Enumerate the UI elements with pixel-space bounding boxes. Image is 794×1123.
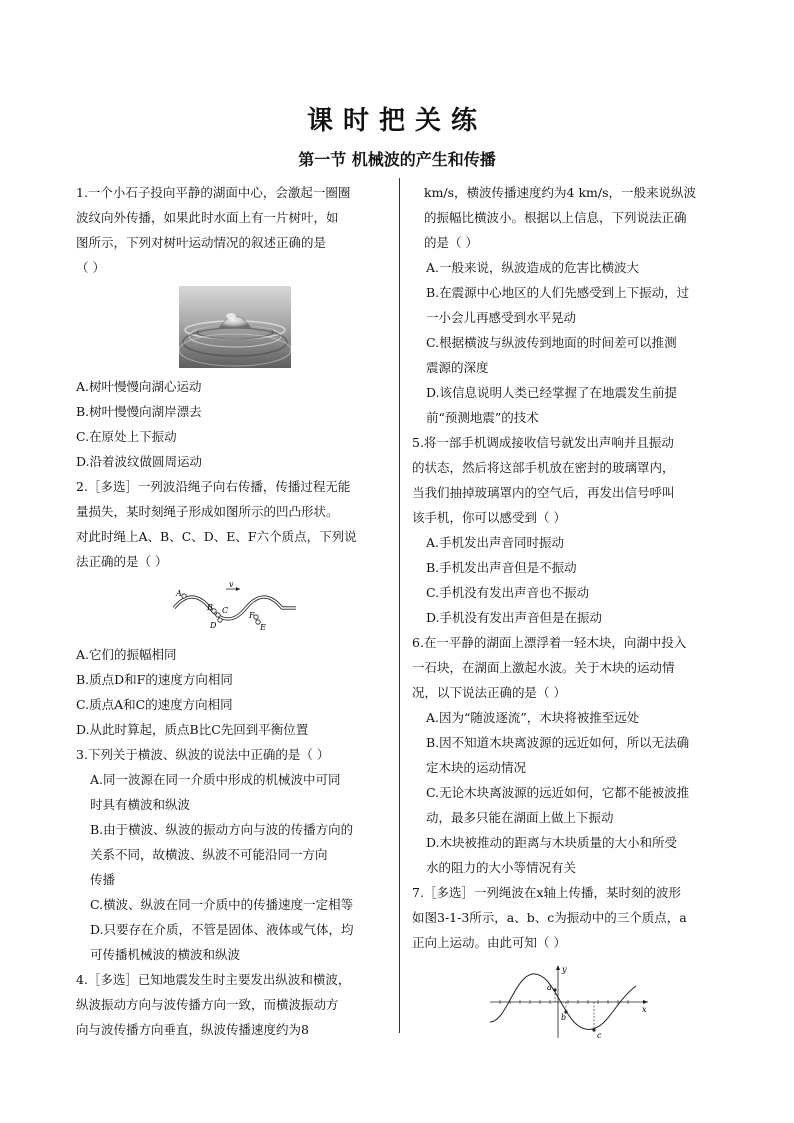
column-divider (399, 178, 400, 1033)
question-3-option-d: D.只要存在介质，不管是固体、液体或气体，均 (90, 922, 354, 937)
wave-label-y: y (562, 965, 567, 974)
question-1-option-c: C.在原处上下振动 (76, 429, 177, 444)
question-2-option-c: C.质点A和C的速度方向相同 (76, 697, 233, 712)
question-5-option-a: A.手机发出声音同时振动 (426, 535, 565, 550)
rope-label-b: B (207, 603, 213, 612)
question-4-line: 4.［多选］已知地震发生时主要发出纵波和横波， (76, 972, 351, 987)
question-3-option-b: B.由于横波、纵波的振动方向与波的传播方向的 (90, 822, 354, 837)
question-4-line: km/s，横波传播速度约为4 km/s，一般来说纵波 (424, 185, 697, 200)
rope-label-f: F (249, 611, 255, 620)
water-drop-photo (179, 286, 291, 368)
question-1-line: 波纹向外传播，如果此时水面上有一片树叶，如 (76, 210, 339, 225)
question-5-line: 5.将一部手机调成接收信号就发出声响并且振动 (412, 435, 674, 450)
question-2-line: 对此时绳上A、B、C、D、E、F六个质点，下列说 (76, 529, 357, 544)
question-6-option-b: B.因不知道木块离波源的远近如何，所以无法确 (426, 735, 690, 750)
question-6 (412, 630, 730, 880)
question-6-option-d-cont: 水的阻力的大小等情况有关 (426, 860, 577, 875)
question-5-option-d: D.手机没有发出声音但是在振动 (426, 610, 603, 625)
question-4-option-c-cont: 震源的深度 (426, 360, 489, 375)
question-3-option-d-cont: 可传播机械波的横波和纵波 (90, 947, 241, 962)
question-1-option-d: D.沿着波纹做圆周运动 (76, 454, 203, 469)
question-3-option-b-cont: 传播 (90, 872, 116, 887)
question-6-line: 况，以下说法正确的是（ ） (412, 685, 566, 700)
wave-label-b: b (561, 1013, 567, 1022)
question-7 (412, 880, 730, 1047)
question-4-line: 纵波振动方向与波传播方向一致，而横波振动方 (76, 997, 339, 1012)
left-column (76, 180, 394, 1042)
question-3-option-c: C.横波、纵波在同一介质中的传播速度一定相等 (90, 897, 354, 912)
question-4-option-d: D.该信息说明人类已经掌握了在地震发生前提 (426, 385, 678, 400)
question-4-option-d-cont: 前“预测地震”的技术 (426, 410, 539, 425)
question-3-option-b-cont: 关系不同，故横波、纵波不可能沿同一方向 (90, 847, 328, 862)
rope-label-c: C (222, 606, 229, 615)
question-3-line: 3.下列关于横波、纵波的说法中正确的是（ ） (76, 747, 330, 762)
right-column (412, 180, 730, 1047)
rope-label-e: E (260, 623, 266, 632)
question-5-line: 的状态，然后将这部手机放在密封的玻璃罩内， (412, 460, 675, 475)
question-6-option-c-cont: 动，最多只能在湖面上做上下振动 (426, 810, 614, 825)
page-title: 课时把关练 (306, 106, 487, 136)
question-7-line: 如图3-1-3所示，a、b、c为振动中的三个质点，a (412, 910, 687, 925)
question-6-option-b-cont: 定木块的运动情况 (426, 760, 527, 775)
question-2 (76, 474, 394, 742)
question-6-option-d: D.木块被推动的距离与木块质量的大小和所受 (426, 835, 678, 850)
question-6-option-a: A.因为“随波逐流”，木块将被推至远处 (426, 710, 640, 725)
question-5-line: 该手机，你可以感受到（ ） (412, 510, 566, 525)
question-1-line: 图所示，下列对树叶运动情况的叙述正确的是 (76, 235, 327, 250)
question-2-option-d: D.从此时算起，质点B比C先回到平衡位置 (76, 722, 309, 737)
question-1 (76, 180, 394, 474)
question-1-line: （ ） (76, 260, 105, 275)
question-7-line: 7.［多选］一列绳波在x轴上传播，某时刻的波形 (412, 885, 681, 900)
section-title: 第一节 机械波的产生和传播 (298, 150, 496, 169)
wave-label-c: c (597, 1031, 602, 1040)
question-1-option-b: B.树叶慢慢向湖岸漂去 (76, 404, 202, 419)
question-4-line: 的是（ ） (424, 235, 478, 250)
question-5-option-c: C.手机没有发出声音也不振动 (426, 585, 590, 600)
question-4-line: 向与波传播方向垂直，纵波传播速度约为8 (76, 1022, 309, 1037)
rope-label-d: D (210, 621, 217, 630)
question-1-option-a: A.树叶慢慢向湖心运动 (76, 379, 202, 394)
wave-label-a: a (547, 983, 552, 992)
question-3 (76, 742, 394, 967)
question-5-line: 当我们抽掉玻璃罩内的空气后，再发出信号呼叫 (412, 485, 675, 500)
question-6-line: 6.在一平静的湖面上漂浮着一轻木块，向湖中投入 (412, 635, 687, 650)
wave-label-x: x (642, 1005, 647, 1014)
question-4-option-b: B.在震源中心地区的人们先感受到上下振动，过 (426, 285, 690, 300)
question-4-option-a: A.一般来说，纵波造成的危害比横波大 (426, 260, 640, 275)
question-3-option-a: A.同一波源在同一介质中形成的机械波中可同 (90, 772, 341, 787)
question-1-line: 1.一个小石子投向平静的湖面中心，会激起一圈圈 (76, 185, 351, 200)
question-4-line: 的振幅比横波小。根据以上信息，下列说法正确 (424, 210, 687, 225)
question-4-option-b-cont: 一小会儿再感受到水平晃动 (426, 310, 577, 325)
question-4-option-c: C.根据横波与纵波传到地面的时间差可以推测 (426, 335, 677, 350)
question-3-option-a-cont: 时具有横波和纵波 (90, 797, 191, 812)
rope-label-a: A (176, 589, 182, 598)
question-7-line: 正向上运动。由此可知（ ） (412, 935, 566, 950)
question-2-option-b: B.质点D和F的速度方向相同 (76, 672, 233, 687)
question-2-line: 法正确的是（ ） (76, 554, 168, 569)
question-4-continued (412, 180, 730, 430)
transverse-wave-graph (486, 962, 656, 1042)
question-5 (412, 430, 730, 630)
rope-wave-diagram (170, 581, 300, 635)
rope-label-v: v (229, 581, 234, 589)
question-2-line: 2.［多选］一列波沿绳子向右传播，传播过程无能 (76, 479, 351, 494)
question-2-option-a: A.它们的振幅相同 (76, 647, 177, 662)
question-6-line: 一石块，在湖面上激起水波。关于木块的运动情 (412, 660, 675, 675)
question-6-option-c: C.无论木块离波源的远近如何，它都不能被波推 (426, 785, 690, 800)
question-4 (76, 967, 394, 1042)
question-2-line: 量损失，某时刻绳子形成如图所示的凹凸形状。 (76, 504, 339, 519)
question-5-option-b: B.手机发出声音但是不振动 (426, 560, 577, 575)
